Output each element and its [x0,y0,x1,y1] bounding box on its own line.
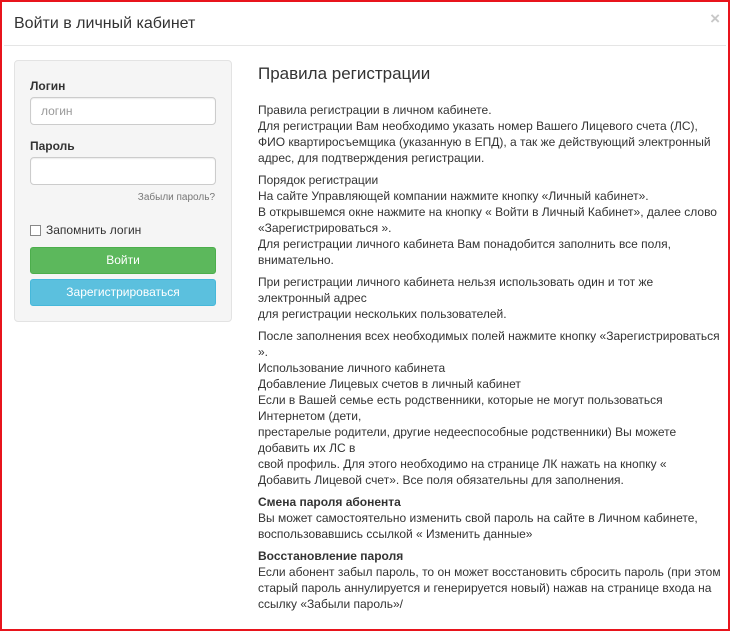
rules-text: Использование личного кабинета [258,361,446,375]
rules-text: На сайте Управляющей компании нажмите кнопку «Личный кабинет». [258,189,649,203]
login-input[interactable] [30,97,216,125]
password-input[interactable] [30,157,216,185]
rules-paragraph-4 [258,328,722,488]
rules-text: Если абонент забыл пароль, то он может восстановить сбросить пароль (при этом [258,565,721,579]
checkbox-box[interactable] [30,225,41,236]
rules-text: В открывшемся окне нажмите на кнопку « Войти в Личный Кабинет», далее слово «Зарегистрироваться ». [258,205,717,235]
rules-text: старый пароль аннулируется и генерируется новый) нажав на странице входа на ссылку «Забыли пароль»/ [258,581,712,611]
password-recovery-title: Восстановление пароля [258,549,404,563]
password-change-title: Смена пароля абонента [258,495,401,509]
rules-text: Если в Вашей семье есть родственники, которые не могут пользоваться Интернетом (дети, [258,393,663,423]
password-change-section [258,494,722,542]
remember-login-label: Запомнить логин [46,223,142,237]
rules-paragraph-3 [258,274,722,322]
rules-text: При регистрации личного кабинета нельзя использовать один и тот же электронный адрес [258,275,654,305]
rules-text: воспользовавшись ссылкой « Изменить данные» [258,527,533,541]
register-button[interactable]: Зарегистрироваться [30,279,216,306]
close-icon[interactable]: × [710,9,720,28]
rules-text: Порядок регистрации [258,173,379,187]
login-label: Логин [30,79,66,93]
rules-text: Вы может самостоятельно изменить свой пароль на сайте в Личном кабинете, [258,511,698,525]
rules-paragraph-1 [258,102,722,166]
rules-text: После заполнения всех необходимых полей нажмите кнопку «Зарегистрироваться ». [258,329,720,359]
rules-paragraph-2 [258,172,722,268]
rules-text: для регистрации нескольких пользователей. [258,307,507,321]
rules-text: Правила регистрации в личном кабинете. [258,103,492,117]
login-panel [14,60,232,322]
registration-rules [258,64,722,618]
rules-text: Добавление Лицевых счетов в личный кабинет [258,377,521,391]
rules-text: Для регистрации личного кабинета Вам понадобится заполнить все поля, внимательно. [258,237,671,267]
forgot-password-link[interactable]: Забыли пароль? [137,192,215,203]
modal-title: Войти в личный кабинет [14,15,196,32]
password-label: Пароль [30,139,75,153]
modal-header [4,4,726,46]
remember-login-checkbox[interactable] [30,223,141,237]
password-recovery-section [258,548,722,612]
rules-text: Для регистрации Вам необходимо указать номер Вашего Лицевого счета (ЛС), ФИО квартиросъемщика (указанную в ЕПД), а так же действующий электронный адрес, для подтверждения регистрации. [258,119,711,165]
login-button[interactable]: Войти [30,247,216,274]
rules-heading: Правила регистрации [258,64,431,83]
rules-text: престарелые родители, другие недееспособные родственники) Вы можете добавить их ЛС в [258,425,677,455]
rules-text: свой профиль. Для этого необходимо на странице ЛК нажать на кнопку « Добавить Лицевой счет». Все поля обязательны для заполнения. [258,457,667,487]
